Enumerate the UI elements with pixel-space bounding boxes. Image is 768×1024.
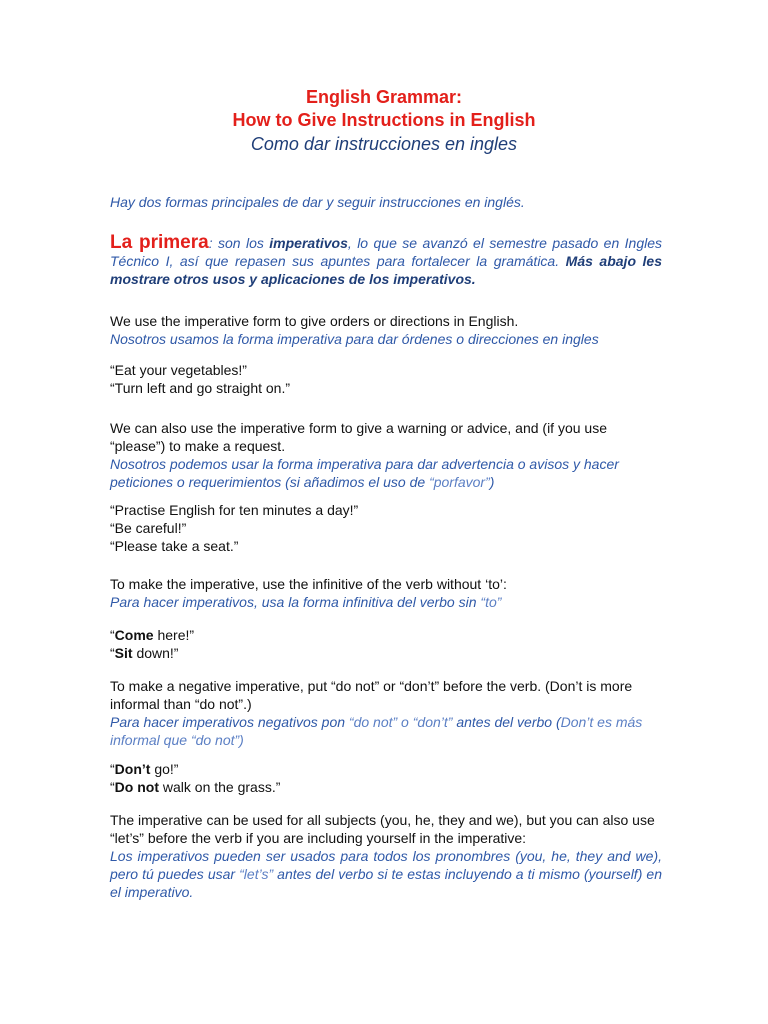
negative-spanish-a: Para hacer imperativos negativos pon	[110, 714, 349, 730]
negative-spanish-g: “do not”)	[190, 732, 244, 748]
verb-sit: Sit	[114, 645, 133, 661]
orders-examples	[110, 361, 662, 397]
example-do-not-walk-rest: walk on the grass.”	[159, 779, 281, 795]
orders-spanish: Nosotros usamos la forma imperativa para dar órdenes o direcciones en ingles	[110, 331, 599, 347]
subjects-spanish-lets: “let’s”	[239, 866, 274, 882]
warning-spanish-main: Nosotros podemos usar la forma imperativa para dar advertencia o avisos y hacer peticiones o requerimientos (si añadimos el uso de	[110, 456, 619, 490]
subtitle-spanish: Como dar instrucciones en ingles	[250, 134, 518, 154]
example-be-careful: “Be careful!”	[110, 520, 187, 536]
example-take-seat: “Please take a seat.”	[110, 538, 239, 554]
warning-spanish	[110, 455, 662, 491]
intro-paragraph	[110, 193, 662, 211]
section-negative	[110, 677, 662, 749]
section-orders	[110, 312, 662, 348]
infinitive-english: To make the imperative, use the infinitive of the verb without ‘to’:	[110, 576, 507, 592]
section-infinitive	[110, 575, 662, 611]
example-dont-go	[110, 760, 662, 778]
verb-dont: Don’t	[114, 761, 151, 777]
infinitive-spanish-main: Para hacer imperativos, usa la forma infinitiva del verbo sin	[110, 594, 481, 610]
infinitive-examples	[110, 626, 662, 662]
warning-spanish-end: )	[489, 474, 495, 490]
title-line-1: English Grammar:	[305, 87, 463, 107]
negative-spanish-o: o	[397, 714, 413, 730]
negative-spanish-dont: “don’t”	[412, 714, 453, 730]
verb-come: Come	[114, 627, 154, 643]
primera-bold-imperativos: imperativos	[269, 235, 348, 251]
example-come-rest: here!”	[153, 627, 195, 643]
orders-english: We use the imperative form to give orders or directions in English.	[110, 313, 519, 329]
negative-spanish-f: Don’t es más informal que	[110, 714, 643, 748]
title-line-2: How to Give Instructions in English	[232, 110, 536, 130]
infinitive-spanish-to: “to”	[480, 594, 502, 610]
example-come-here	[110, 626, 662, 644]
section-warning	[110, 419, 662, 491]
infinitive-spanish	[110, 593, 662, 611]
section-subjects	[110, 811, 662, 901]
example-dont-go-rest: go!”	[150, 761, 179, 777]
example-eat-vegetables: “Eat your vegetables!”	[110, 362, 247, 378]
negative-examples	[110, 760, 662, 796]
title-block	[0, 86, 768, 156]
subjects-spanish	[110, 847, 662, 901]
primera-bold-closing: Más abajo les mostrare otros usos y aplicaciones de los imperativos.	[110, 253, 663, 287]
example-sit-rest: down!”	[132, 645, 179, 661]
example-do-not-walk	[110, 778, 662, 796]
quote-open: “	[110, 761, 115, 777]
primera-paragraph	[110, 234, 662, 288]
example-sit-down	[110, 644, 662, 662]
negative-spanish-e: antes del verbo (	[452, 714, 561, 730]
negative-english: To make a negative imperative, put “do not” or “don’t” before the verb. (Don’t is more informal than “do not”.)	[110, 678, 633, 712]
subjects-spanish-c: antes del verbo si te estas incluyendo a ti mismo (yourself) en el imperativo.	[110, 866, 662, 900]
primera-colon: : son los	[208, 235, 270, 251]
primera-text	[110, 234, 662, 288]
quote-open: “	[110, 779, 115, 795]
primera-label: La primera	[110, 232, 209, 253]
example-turn-left: “Turn left and go straight on.”	[110, 380, 291, 396]
quote-open: “	[110, 627, 115, 643]
verb-do-not: Do not	[114, 779, 159, 795]
subjects-spanish-a: Los imperativos pueden ser usados para todos los pronombres (you, he, they and we), pero tú puedes usar	[110, 848, 662, 882]
subjects-english: The imperative can be used for all subjects (you, he, they and we), but you can also use “let’s” before the verb if you are including yourself in the imperative:	[110, 812, 655, 846]
quote-open: “	[110, 645, 115, 661]
example-practise: “Practise English for ten minutes a day!”	[110, 502, 359, 518]
warning-examples	[110, 501, 662, 555]
warning-spanish-porfavor: “porfavor”	[429, 474, 490, 490]
warning-english: We can also use the imperative form to give a warning or advice, and (if you use “please”) to make a request.	[110, 420, 607, 454]
negative-spanish-do-not: “do not”	[348, 714, 398, 730]
primera-rest: , lo que se avanzó el semestre pasado en Ingles Técnico I, así que repasen sus apuntes para fortalecer la gramática.	[110, 235, 663, 269]
negative-spanish	[110, 713, 662, 749]
intro-text: Hay dos formas principales de dar y seguir instrucciones en inglés.	[110, 194, 525, 210]
